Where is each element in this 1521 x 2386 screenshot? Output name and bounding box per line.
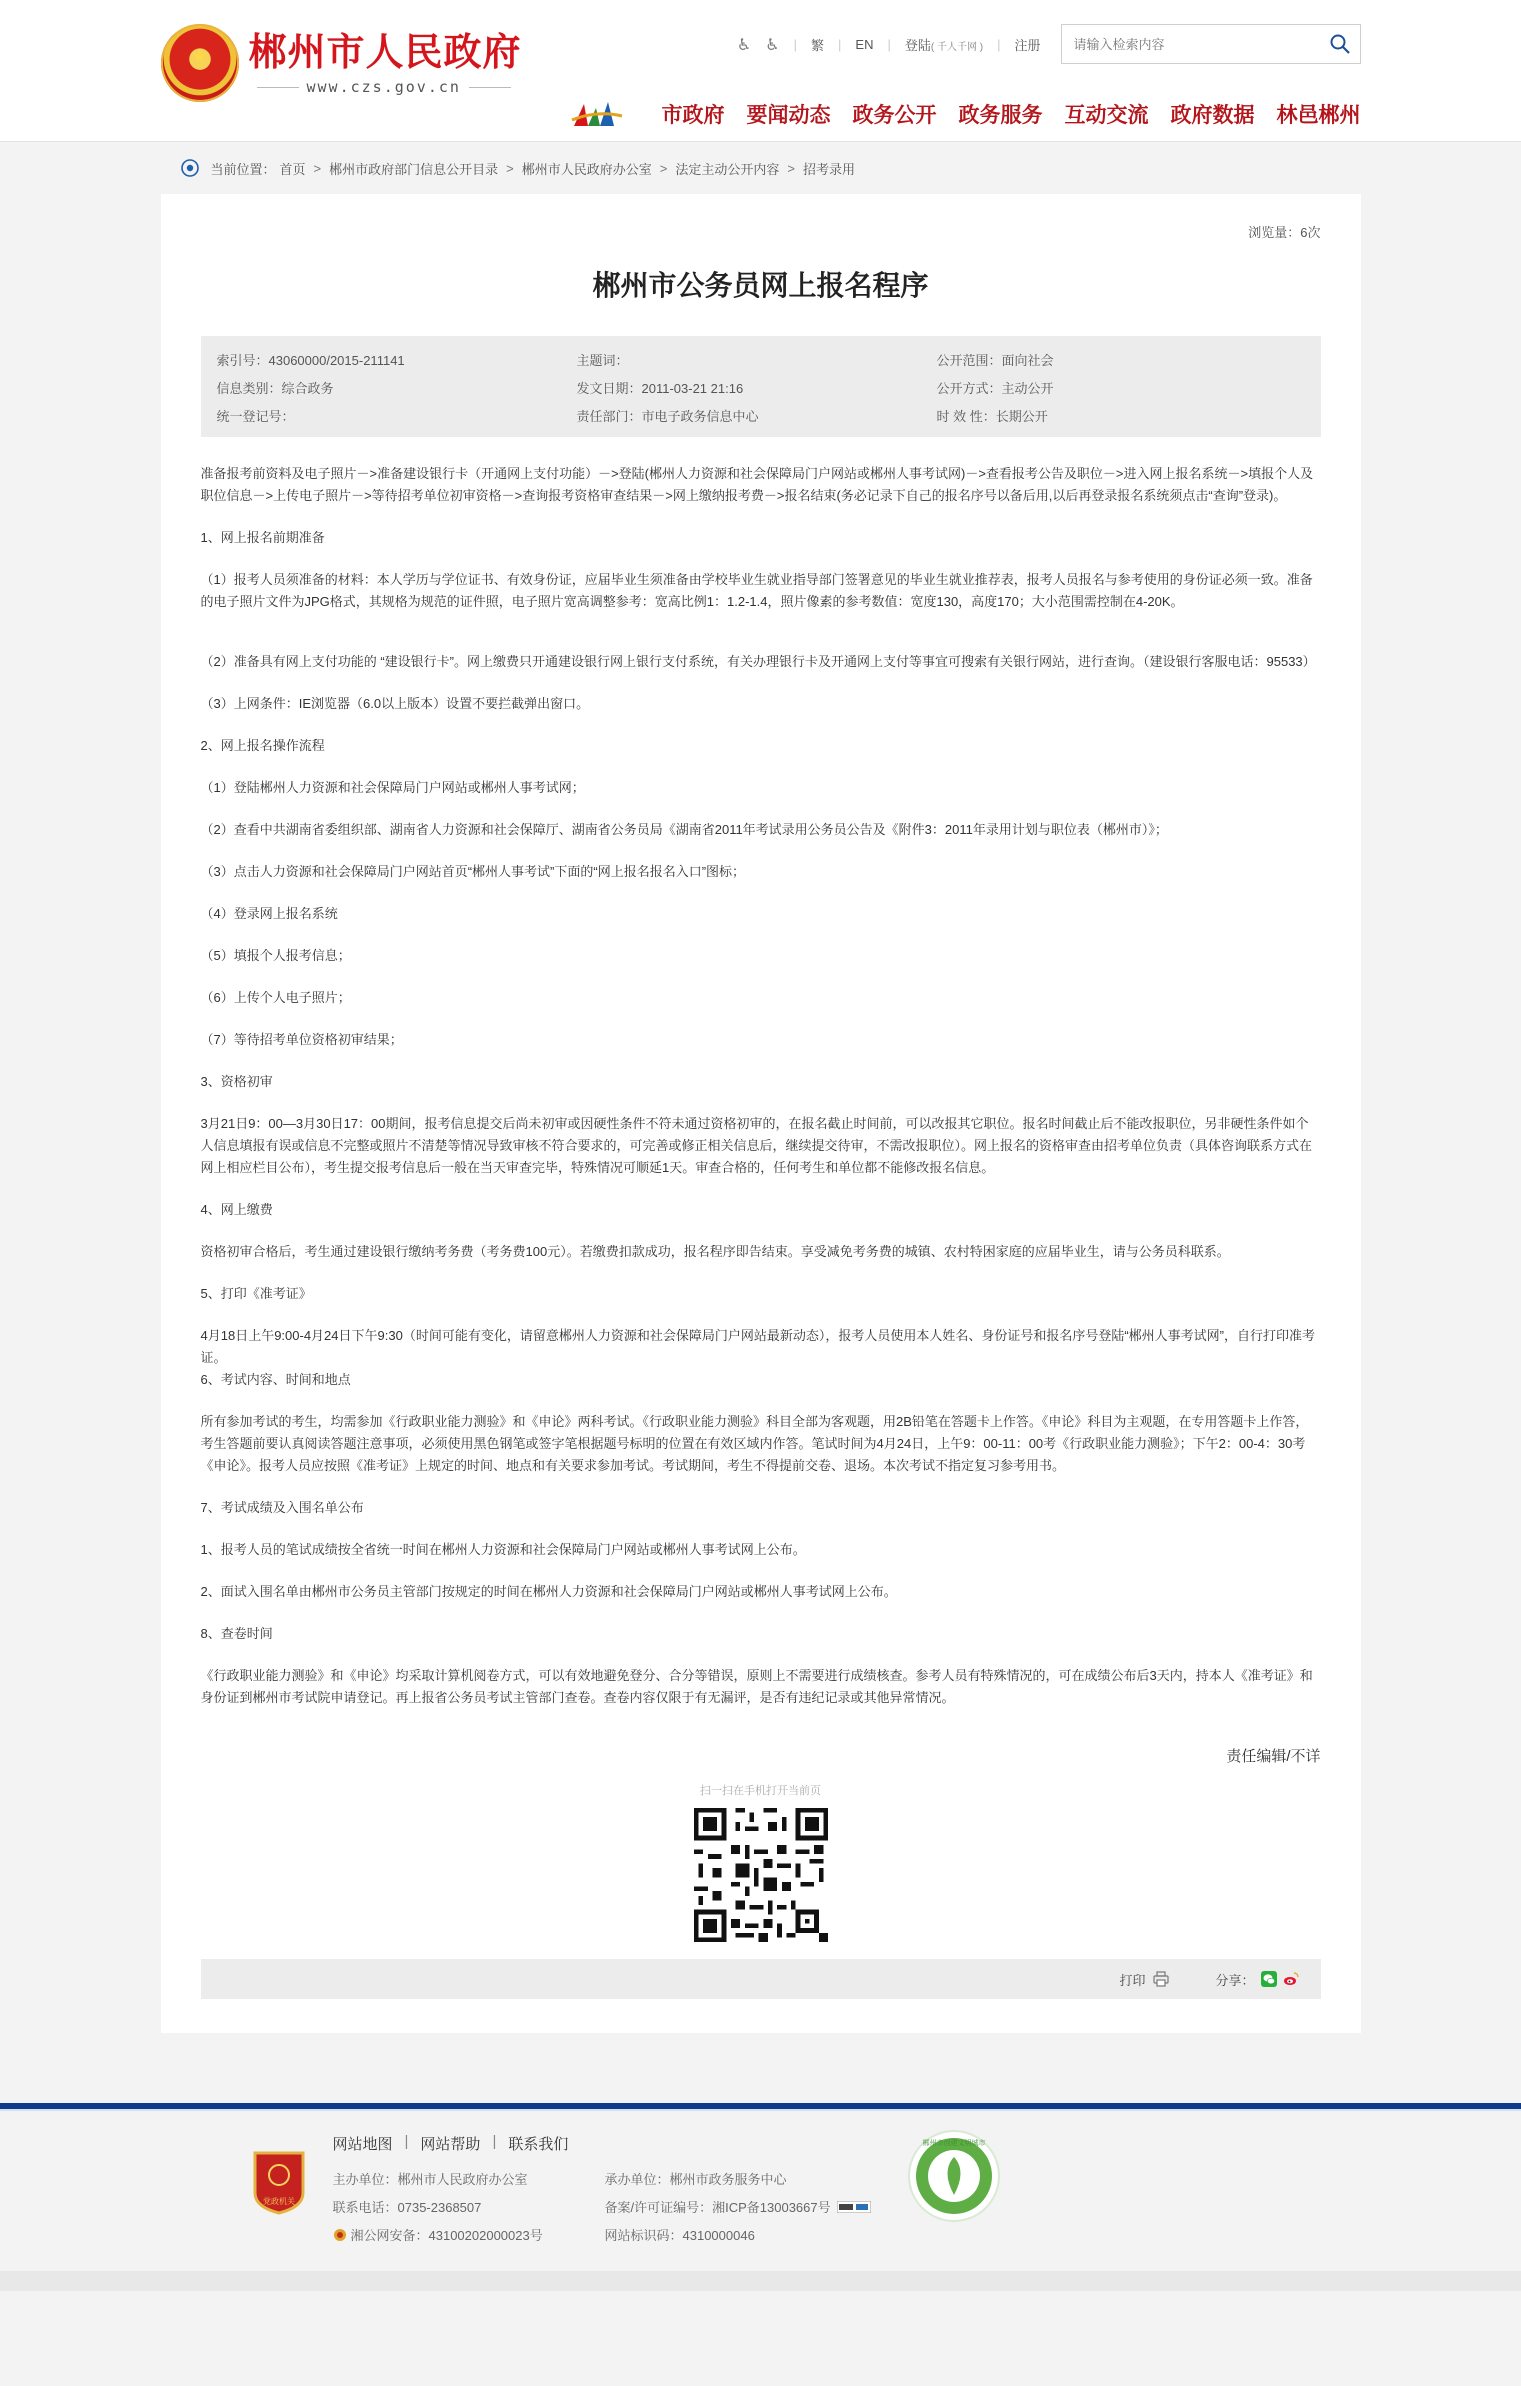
meta-category: 信息类别：综合政务 [216, 381, 334, 396]
search-button[interactable] [1320, 25, 1360, 63]
breadcrumb: 当前位置： 首页 > 郴州市政府部门信息公开目录 > 郴州市人民政府办公室 > 法定主动公开内容 > 招考录用 [161, 142, 1361, 194]
section-heading: 4、网上缴费 [200, 1202, 273, 1217]
civilized-city-badge-icon [907, 2129, 1001, 2223]
paragraph: 《行政职业能力测验》和《申论》均采取计算机阅卷方式，可以有效地避免登分、合分等错误，原则上不需要进行成绩核查。参考人员有特殊情况的，可在成绩公布后3天内，持本人《准考证》和身份证到郴州市考试院申请登记。再上报省公务员考试主管部门查卷。查卷内容仅限于有无漏评，是否有违纪记录或其他异常情况。 [200, 1668, 1313, 1705]
paragraph: （5）填报个人报考信息； [200, 948, 351, 963]
badge-left-text: 党政机关 [262, 2197, 295, 2206]
section-heading: 2、网上报名操作流程 [200, 738, 325, 753]
site-title: 郴州市人民政府 [248, 30, 522, 74]
footer-organizer: 承办单位：郴州市政务服务中心 [604, 2172, 787, 2187]
footer-host: 主办单位：郴州市人民政府办公室 [332, 2172, 528, 2187]
view-count: 浏览量：6次 [1248, 225, 1321, 240]
meta-method: 公开方式：主动公开 [936, 381, 1054, 396]
paragraph: （7）等待招考单位资格初审结果； [200, 1032, 403, 1047]
breadcrumb-office[interactable]: 郴州市人民政府办公室 [521, 161, 652, 177]
paragraph: （4）登录网上报名系统 [200, 906, 338, 921]
paragraph: 1、报考人员的笔试成绩按全省统一时间在郴州人力资源和社会保障局门户网站或郴州人事考试网上公布。 [200, 1542, 806, 1557]
qr-code-icon [694, 1808, 828, 1942]
print-label: 打印 [1119, 1972, 1146, 1988]
meta-subject: 主题词： [576, 353, 629, 368]
nav-item-interaction[interactable]: 互动交流 [1064, 103, 1149, 127]
section-heading: 7、考试成绩及入围名单公布 [200, 1500, 364, 1515]
footer-links: 网站地图 | 网站帮助 | 联系我们 [332, 2133, 569, 2153]
nav-item-open-government[interactable]: 政务公开 [852, 103, 937, 127]
footer-icp[interactable]: 备案/许可证编号：湘ICP备13003667号 [604, 2200, 831, 2215]
icp-badge-icon [837, 2201, 871, 2213]
article-body [201, 463, 1321, 1709]
share-bar [201, 1959, 1321, 1999]
paragraph: 4月18日上午9:00-4月24日下午9:30（时间可能有变化，请留意郴州人力资源和社会保障局门户网站最新动态），报考人员使用本人姓名、身份证号和报名序号登陆“郴州人事考试网”，自行打印准考证。 [200, 1328, 1315, 1365]
search-icon [1330, 34, 1350, 54]
traditional-chinese-link[interactable]: 繁 [811, 37, 825, 53]
site-header [0, 0, 1521, 142]
article-card [161, 194, 1361, 2033]
search-input[interactable] [1062, 25, 1320, 63]
footer-info [333, 2169, 905, 2244]
footer-site-code: 网站标识码：4310000046 [604, 2228, 755, 2243]
search-box [1061, 24, 1361, 64]
section-heading: 8、查卷时间 [200, 1626, 273, 1641]
nav-item-city-government[interactable]: 市政府 [661, 103, 725, 127]
meta-unified-no: 统一登记号： [216, 409, 295, 424]
city-brand-icon [570, 96, 624, 132]
footer-link-contact[interactable]: 联系我们 [508, 2136, 569, 2153]
section-heading: 1、网上报名前期准备 [200, 530, 325, 545]
footer-link-help[interactable]: 网站帮助 [420, 2136, 481, 2153]
accessibility-icon[interactable]: ♿ [765, 34, 780, 54]
national-emblem-icon [161, 24, 239, 102]
breadcrumb-recruitment[interactable]: 招考录用 [802, 161, 855, 177]
accessibility-reader-icon[interactable]: ♿︎ [736, 34, 752, 54]
wechat-icon[interactable] [1261, 1971, 1277, 1987]
paragraph: （3）上网条件：IE浏览器（6.0以上版本）设置不要拦截弹出窗口。 [200, 696, 590, 711]
nav-item-gov-data[interactable]: 政府数据 [1170, 103, 1255, 127]
printer-icon [1153, 1971, 1169, 1987]
paragraph: 准备报考前资料及电子照片－>准备建设银行卡（开通网上支付功能）－>登陆(郴州人力资源和社会保障局门户网站或郴州人事考试网)－>查看报考公告及职位－>进入网上报名系统－>填报个人及职位信息－>上传电子照片－>等待招考单位初审资格－>查询报考资格审查结果－>网上缴纳报考费－>报名结束(务必记录下自己的报名序号以备后用,以后再登录报名系统须点击“查询”登录)。 [200, 466, 1314, 503]
footer-police[interactable]: 湘公网安备：43100202000023号 [350, 2228, 543, 2243]
qr-section [201, 1782, 1321, 1947]
footer-divider [0, 2103, 1521, 2111]
nav-item-linyi-chenzhou[interactable]: 林邑郴州 [1276, 103, 1361, 127]
section-heading: 5、打印《准考证》 [200, 1286, 312, 1301]
paragraph: （1）报考人员须准备的材料：本人学历与学位证书、有效身份证，应届毕业生须准备由学校毕业生就业指导部门签署意见的毕业生就业推荐表，报考人员报名与参考使用的身份证必须一致。准备的电子照片文件为JPG格式，其规格为规范的证件照，电子照片宽高调整参考：宽高比例1：1.2-1.4，照片像素的参考数值：宽度130，高度170；大小范围需控制在4-20K。 [200, 572, 1313, 609]
share-label: 分享： [1215, 1972, 1255, 1988]
article-meta [201, 336, 1321, 437]
paragraph: （2）准备具有网上支付功能的 “建设银行卡”。网上缴费只开通建设银行网上银行支付系统，有关办理银行卡及开通网上支付等事宜可搜索有关银行网站，进行查询。（建设银行客服电话：95533） [200, 654, 1316, 669]
badge-right-text: 郴州市创建文明城市 [922, 2139, 985, 2147]
location-pin-icon [181, 159, 199, 177]
section-heading: 6、考试内容、时间和地点 [200, 1372, 351, 1387]
paragraph: （1）登陆郴州人力资源和社会保障局门户网站或郴州人事考试网； [200, 780, 585, 795]
breadcrumb-home[interactable]: 首页 [279, 161, 306, 177]
footer-link-sitemap[interactable]: 网站地图 [332, 2136, 393, 2153]
paragraph: （3）点击人力资源和社会保障局门户网站首页“郴州人事考试”下面的“网上报名报名入口”图标； [200, 864, 746, 879]
site-url: www.czs.gov.cn [306, 78, 461, 96]
top-toolbar: ♿︎ ♿ | 繁 | EN | 登陆( 千人千网 ) | 注册 请输入检索内容 [737, 24, 1361, 64]
paragraph: 所有参加考试的考生，均需参加《行政职业能力测验》和《申论》两科考试。《行政职业能力测验》科目全部为客观题，用2B铅笔在答题卡上作答。《申论》科目为主观题，在专用答题卡上作答，考生答题前要认真阅读答题注意事项，必须使用黑色钢笔或签字笔根据题号标明的位置在有效区域内作答。笔试时间为4月24日，上午9：00-11：00考《行政职业能力测验》；下午2：00-4：30考《申论》。报考人员应按照《准考证》上规定的时间、地点和有关要求参加考试。考试期间，考生不得提前交卷、退场。本次考试不指定复习参考用书。 [200, 1414, 1309, 1473]
register-link[interactable]: 注册 [1014, 37, 1041, 53]
page-title: 郴州市公务员网上报名程序 [592, 269, 929, 302]
nav-item-services[interactable]: 政务服务 [958, 103, 1043, 127]
section-heading: 3、资格初审 [200, 1074, 273, 1089]
main-nav [570, 96, 1361, 132]
nav-item-news[interactable]: 要闻动态 [746, 103, 831, 127]
footer-phone: 联系电话：0735-2368507 [332, 2200, 482, 2215]
meta-index-no: 索引号：43060000/2015-211141 [216, 353, 405, 368]
paragraph: （6）上传个人电子照片； [200, 990, 351, 1005]
breadcrumb-public-content[interactable]: 法定主动公开内容 [675, 161, 780, 177]
meta-validity: 时 效 性：长期公开 [936, 409, 1048, 424]
meta-date: 发文日期：2011-03-21 21:16 [576, 381, 744, 396]
site-logo[interactable] [161, 24, 522, 102]
meta-scope: 公开范围：面向社会 [936, 353, 1054, 368]
login-link[interactable]: 登陆( 千人千网 ) [904, 37, 984, 53]
paragraph: 3月21日9：00—3月30日17：00期间，报考信息提交后尚未初审或因硬性条件不符未通过资格初审的，在报名截止时间前，可以改报其它职位。报名时间截止后不能改报职位，另非硬性条件如个人信息填报有误或信息不完整或照片不清楚等情况导致审核不符合要求的，可完善或修正相关信息后，继续提交待审，不需改报职位）。网上报名的资格审查由招考单位负责（具体咨询联系方式在网上相应栏目公布），考生提交报考信息后一般在当天审查完毕，特殊情况可顺延1天。审查合格的，任何考生和单位都不能修改报名信息。 [200, 1116, 1313, 1175]
responsible-editor: 责任编辑/不详 [1226, 1748, 1321, 1765]
paragraph: 资格初审合格后，考生通过建设银行缴纳考务费（考务费100元）。若缴费扣款成功，报名程序即告结束。享受减免考务费的城镇、农村特困家庭的应届毕业生，请与公务员科联系。 [200, 1244, 1230, 1259]
weibo-icon[interactable] [1283, 1971, 1299, 1987]
paragraph: （2）查看中共湖南省委组织部、湖南省人力资源和社会保障厅、湖南省公务员局《湖南省2011年考试录用公务员公告及《附件3：2011年录用计划与职位表（郴州市）》； [200, 822, 1168, 837]
civilized-city-badge[interactable] [907, 2129, 1001, 2228]
print-button[interactable] [1119, 1970, 1169, 1989]
party-gov-badge-icon [251, 2149, 307, 2215]
english-link[interactable]: EN [855, 36, 874, 52]
police-badge-icon [333, 2228, 347, 2242]
qr-caption: 扫一扫在手机打开当前页 [700, 1785, 821, 1797]
site-footer [0, 2111, 1521, 2271]
paragraph: 2、面试入围名单由郴州市公务员主管部门按规定的时间在郴州人力资源和社会保障局门户网站或郴州人事考试网上公布。 [200, 1584, 897, 1599]
party-gov-badge[interactable] [251, 2149, 307, 2220]
breadcrumb-catalog[interactable]: 郴州市政府部门信息公开目录 [329, 161, 499, 177]
share-group [1215, 1970, 1298, 1989]
breadcrumb-label: 当前位置： [210, 161, 276, 177]
meta-department: 责任部门：市电子政务信息中心 [576, 409, 759, 424]
